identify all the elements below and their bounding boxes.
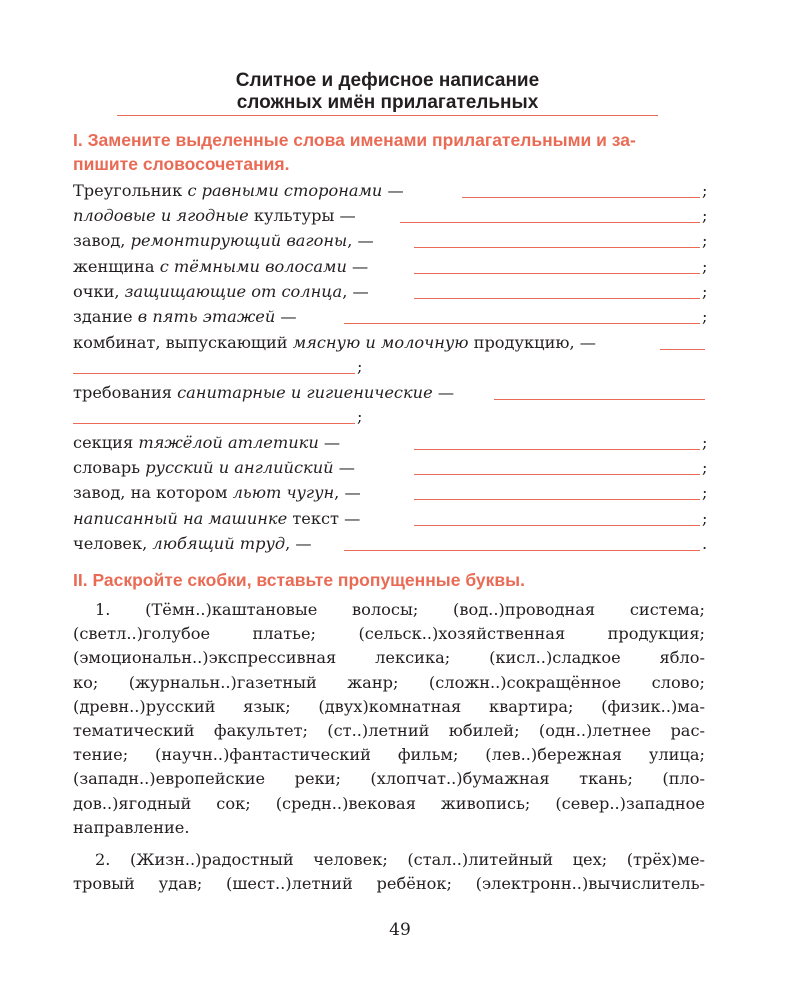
answer-line[interactable] — [414, 247, 700, 248]
answer-line[interactable] — [660, 349, 705, 350]
task1-heading-line-1: I. Замените выделенные слова именами прилагательными и за- — [73, 130, 636, 150]
task1-heading-line-2: пишите словосочетания. — [73, 154, 290, 174]
item-end-mark: ; — [357, 357, 363, 376]
task1-item: написанный на машинке текст — — [73, 509, 361, 528]
item-end-mark: ; — [702, 483, 708, 502]
answer-line[interactable] — [73, 373, 355, 374]
task2-paragraph-1: 1. (Тёмн..)каштановые волосы; (вод..)проводная система; (светл..)голубое платье; (сельск..)хозяйственная продукция; (эмоциональн..)экспрессивная лексика; (кисл..)сладкое ябло- ко; (журнальн..)газетный жанр; (сложн..)сокращённое слово; (древн..)русский язык; (двух)комнатная квартира; (физик..)ма- тематический факультет; (ст..)летний юбилей; (одн..)летнее рас- тение; (научн..)фантастический фильм; (лев..)бережная улица; (западн..)европейские реки; (хлопчат..)бумажная ткань; (пло- дов..)ягодный сок; (средн..)вековая живопись; (север..)западное направление. — [73, 600, 705, 837]
answer-line[interactable] — [462, 197, 700, 198]
item-end-mark: . — [702, 534, 708, 553]
title-underline — [117, 115, 658, 116]
answer-line[interactable] — [414, 474, 700, 475]
item-end-mark: ; — [702, 257, 708, 276]
page-title-line-2: сложных имён прилагательных — [236, 92, 539, 113]
task1-item: человек, любящий труд , — — [73, 534, 312, 553]
item-end-mark: ; — [702, 181, 708, 200]
answer-line[interactable] — [414, 499, 700, 500]
task1-item: здание в пять этажей — — [73, 307, 297, 326]
answer-line[interactable] — [73, 423, 355, 424]
task1-item: очки, защищающие от солнца , — — [73, 282, 369, 301]
page-title-line-1: Слитное и дефисное написание — [235, 70, 540, 91]
item-end-mark: ; — [357, 407, 363, 426]
task1-item: завод, на котором льют чугун , — — [73, 483, 361, 502]
task1-item: Треугольник с равными сторонами — — [73, 181, 404, 200]
task1-item: требования санитарные и гигиенические — — [73, 383, 455, 402]
answer-line[interactable] — [414, 525, 700, 526]
task1-item: секция тяжёлой атлетики — — [73, 433, 341, 452]
task1-item: завод, ремонтирующий вагоны , — — [73, 231, 374, 250]
answer-line[interactable] — [344, 550, 700, 551]
task2-paragraph-2: 2. (Жизн..)радостный человек; (стал..)литейный цех; (трёх)ме- тровый удав; (шест..)летний ребёнок; (электронн..)вычислитель- — [73, 850, 705, 894]
answer-line[interactable] — [494, 399, 705, 400]
item-end-mark: ; — [702, 509, 708, 528]
task2-heading: II. Раскройте скобки, вставьте пропущенные буквы. — [73, 570, 525, 590]
task1-item: плодовые и ягодные культуры — — [73, 206, 356, 225]
answer-line[interactable] — [414, 273, 700, 274]
page-number: 49 — [389, 920, 411, 940]
item-end-mark: ; — [702, 458, 708, 477]
answer-line[interactable] — [344, 323, 700, 324]
item-end-mark: ; — [702, 206, 708, 225]
item-end-mark: ; — [702, 433, 708, 452]
task1-item: словарь русский и английский — — [73, 458, 355, 477]
item-end-mark: ; — [702, 307, 708, 326]
item-end-mark: ; — [702, 282, 708, 301]
answer-line[interactable] — [414, 449, 700, 450]
answer-line[interactable] — [414, 298, 700, 299]
task1-item: женщина с тёмными волосами — — [73, 257, 369, 276]
task1-item: комбинат, выпускающий мясную и молочную продукцию, — — [73, 333, 596, 352]
item-end-mark: ; — [702, 231, 708, 250]
answer-line[interactable] — [400, 222, 700, 223]
